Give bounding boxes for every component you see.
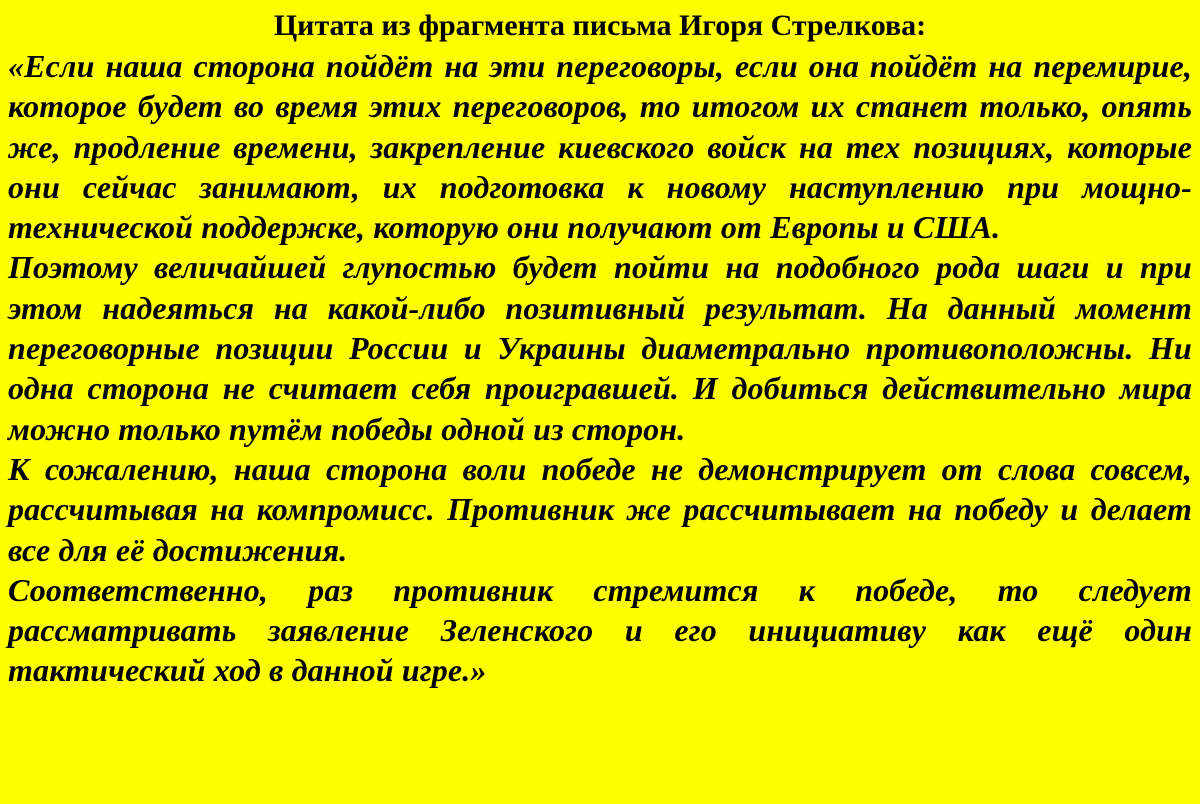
quote-paragraph-3: К сожалению, наша сторона воли победе не демонстрирует от слова совсем, рассчитывая на компромисс. Противник же рассчитывает на победу и делает все для её достижения. <box>8 450 1192 568</box>
quote-paragraph-4: Соответственно, раз противник стремится к победе, то следует рассматривать заявление Зеленского и его инициативу как ещё один тактический ход в данной игре.» <box>8 571 1192 689</box>
quote-block <box>8 46 1192 691</box>
document-title: Цитата из фрагмента письма Игоря Стрелкова: <box>273 9 927 42</box>
quote-paragraph-1: «Если наша сторона пойдёт на эти переговоры, если она пойдёт на перемирие, которое будет во время этих переговоров, то итогом их станет только, опять же, продление времени, закрепление киевского войск на тех позициях, которые они сейчас занимают, их подготовка к новому наступлению при мощно-технической поддержке, которую они получают от Европы и США. <box>8 48 1192 246</box>
quote-paragraph-2: Поэтому величайшей глупостью будет пойти на подобного рода шаги и при этом надеяться на какой-либо позитивный результат. На данный момент переговорные позиции России и Украины диаметрально противоположны. Ни одна сторона не считает себя проигравшей. И добиться действительно мира можно только путём победы одной из сторон. <box>8 249 1192 447</box>
